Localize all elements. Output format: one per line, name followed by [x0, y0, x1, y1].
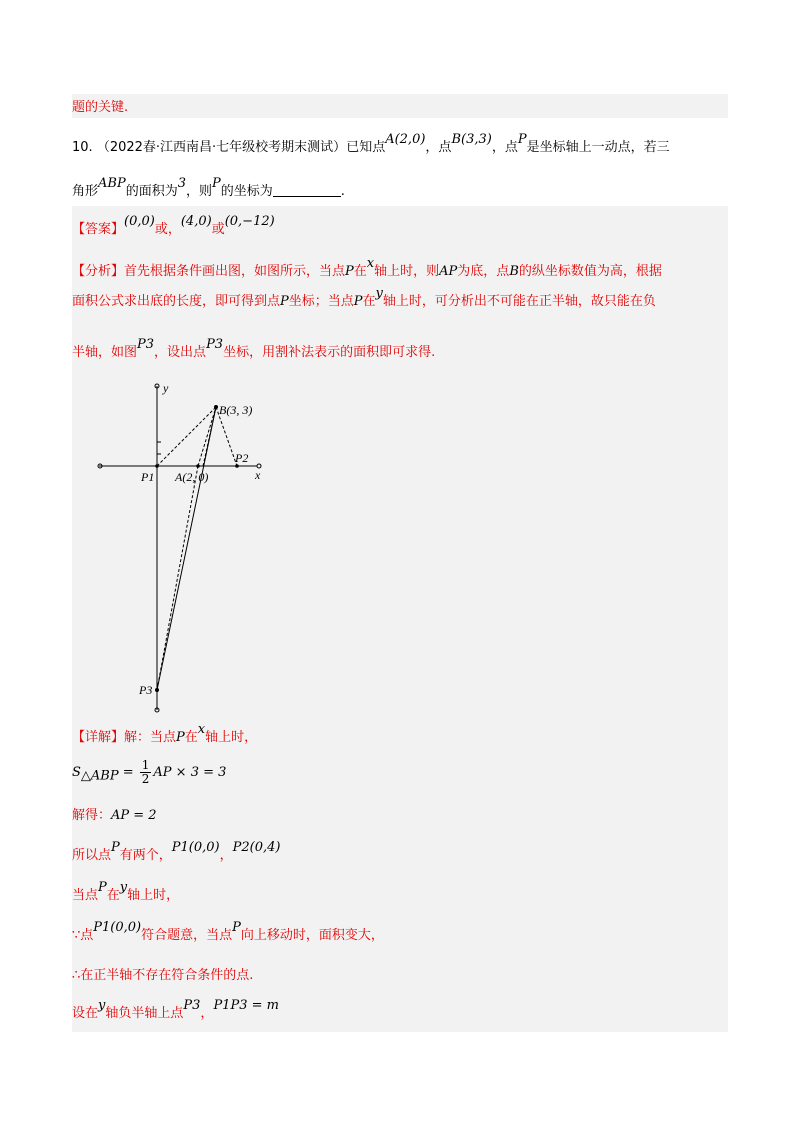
question-text: 的面积为: [125, 184, 178, 199]
question-text: 的坐标为: [220, 184, 273, 199]
point-b: B(3,3): [451, 132, 492, 147]
analysis-line-1: [72, 256, 662, 282]
b-label: B(3, 3): [219, 403, 253, 417]
analysis-line-3: [72, 337, 436, 363]
analysis-text: 坐标，用割补法表示的面积即可求得.: [223, 345, 436, 360]
answer-value-1: (0,0): [124, 214, 155, 229]
detail-text: 当点: [72, 888, 99, 903]
detail-text: ∵点: [72, 928, 94, 943]
point-a-dot: [196, 464, 200, 468]
math-p: P: [232, 920, 241, 935]
question-source: （2022春·江西南昌·七年级校考期末测试）: [96, 140, 347, 155]
math-p3: P3: [206, 337, 224, 352]
prev-solution-tail: 题的关键.: [72, 100, 129, 115]
question-line-2: [72, 176, 345, 202]
p3-label: P3: [139, 683, 153, 697]
detail-text: 解：当点: [124, 730, 177, 745]
p2-label: P2: [235, 451, 249, 465]
segment-a-b-solid: [203, 407, 216, 466]
answer-value-2: (4,0): [180, 214, 212, 229]
answer-value-3: (0,−12): [224, 214, 275, 229]
analysis-text: 坐标；当点: [288, 294, 354, 309]
p1-label: P1: [141, 470, 155, 484]
a-label: A(2, 0): [175, 470, 209, 484]
detail-text: 在: [106, 888, 120, 903]
math-x: x: [366, 256, 375, 271]
segment-p3-a: [157, 466, 198, 690]
analysis-text: 在: [353, 264, 367, 279]
math-p: P: [353, 294, 363, 309]
point-p1-dot: [155, 464, 159, 468]
detail-text: 符合题意，当点: [141, 928, 233, 943]
math-p: P: [345, 264, 354, 279]
point-p1: P1(0,0): [171, 840, 220, 855]
math-ap: AP: [439, 264, 458, 279]
point-p2: P2(0,4): [232, 840, 281, 855]
math-eq: AP = 2: [111, 808, 157, 823]
fraction-numerator: 1: [141, 758, 150, 772]
math-x: x: [197, 722, 206, 737]
detail-text: 解得：: [72, 808, 112, 823]
analysis-line-2: [72, 286, 656, 312]
x-axis-label: x: [255, 468, 261, 482]
detail-text: ，: [219, 848, 233, 863]
answer-label: 【答案】: [72, 222, 125, 237]
point-b-dot: [214, 405, 218, 409]
detail-line-3: [72, 806, 157, 826]
math-p: P: [176, 730, 185, 745]
detail-text: 轴上时，: [205, 730, 258, 745]
analysis-text: 为底，点: [457, 264, 510, 279]
prev-solution-shade: [72, 94, 728, 118]
question-text: ，点: [491, 140, 518, 155]
question-text: ，点: [425, 140, 452, 155]
point-a: A(2,0): [385, 132, 426, 147]
coordinate-figure: [95, 380, 285, 720]
area-equation: [72, 758, 226, 792]
math-p: P: [280, 294, 289, 309]
detail-line-6: [72, 920, 384, 946]
question-number: 10.: [72, 140, 93, 155]
question-text: ，则: [186, 184, 213, 199]
detail-line-5: [72, 880, 180, 906]
math-y: y: [375, 286, 383, 301]
math-s-sub: △ABP: [80, 768, 119, 784]
fraction-half: [140, 759, 152, 786]
point-p: P: [212, 176, 221, 191]
triangle-abp: ABP: [98, 176, 126, 191]
analysis-text: 的纵坐标数值为高，根据: [518, 264, 662, 279]
detail-line-1: [72, 722, 258, 748]
point-p: P: [517, 132, 527, 147]
question-line-1: [72, 132, 670, 158]
analysis-text: 轴上时，则: [374, 264, 440, 279]
point-p1: P1(0,0): [93, 920, 142, 935]
detail-text: 设在: [72, 1006, 99, 1021]
analysis-text: 首先根据条件画出图，如图所示，当点: [124, 264, 346, 279]
analysis-text: 半轴，如图: [72, 345, 138, 360]
detail-line-8: [72, 998, 279, 1024]
answer-text: 或: [211, 222, 225, 237]
area-value: 3: [177, 176, 187, 191]
math-eq: AP × 3 = 3: [153, 765, 227, 780]
analysis-text: 轴上时，可分析出不可能在正半轴，故只能在负: [382, 294, 656, 309]
detail-text: 所以点: [72, 848, 112, 863]
analysis-label: 【分析】: [72, 264, 125, 279]
math-p3: P3: [137, 337, 155, 352]
detail-text: 有两个，: [119, 848, 172, 863]
detail-line-4: [72, 840, 281, 866]
detail-label: 【详解】: [72, 730, 125, 745]
math-p: P: [98, 880, 107, 895]
y-axis-label: y: [163, 381, 169, 395]
math-eq: =: [118, 765, 138, 780]
question-text: 角形: [72, 184, 99, 199]
detail-text: ，: [200, 1006, 214, 1021]
math-s: S: [72, 765, 81, 780]
analysis-text: ，设出点: [154, 345, 207, 360]
detail-text: 向上移动时，面积变大，: [240, 928, 384, 943]
math-eq: P1P3 = m: [213, 998, 279, 1013]
answer-blank: [273, 182, 341, 197]
math-y: y: [98, 998, 106, 1013]
fraction-denominator: 2: [141, 772, 150, 786]
question-text: 已知点: [346, 140, 386, 155]
detail-text: 在: [184, 730, 198, 745]
answer-line: [72, 214, 275, 240]
answer-text: 或，: [154, 222, 181, 237]
question-text: 是坐标轴上一动点，若三: [526, 140, 670, 155]
detail-line-7: ∴在正半轴不存在符合条件的点.: [72, 968, 254, 983]
math-p3: P3: [183, 998, 201, 1013]
detail-text: 轴上时，: [127, 888, 180, 903]
math-p: P: [111, 840, 120, 855]
point-p3-dot: [155, 688, 159, 692]
analysis-text: 在: [362, 294, 376, 309]
math-b: B: [509, 264, 519, 279]
math-y: y: [119, 880, 128, 895]
question-text: .: [340, 184, 345, 199]
analysis-text: 面积公式求出底的长度，即可得到点: [72, 294, 281, 309]
detail-text: 轴负半轴上点: [105, 1006, 184, 1021]
